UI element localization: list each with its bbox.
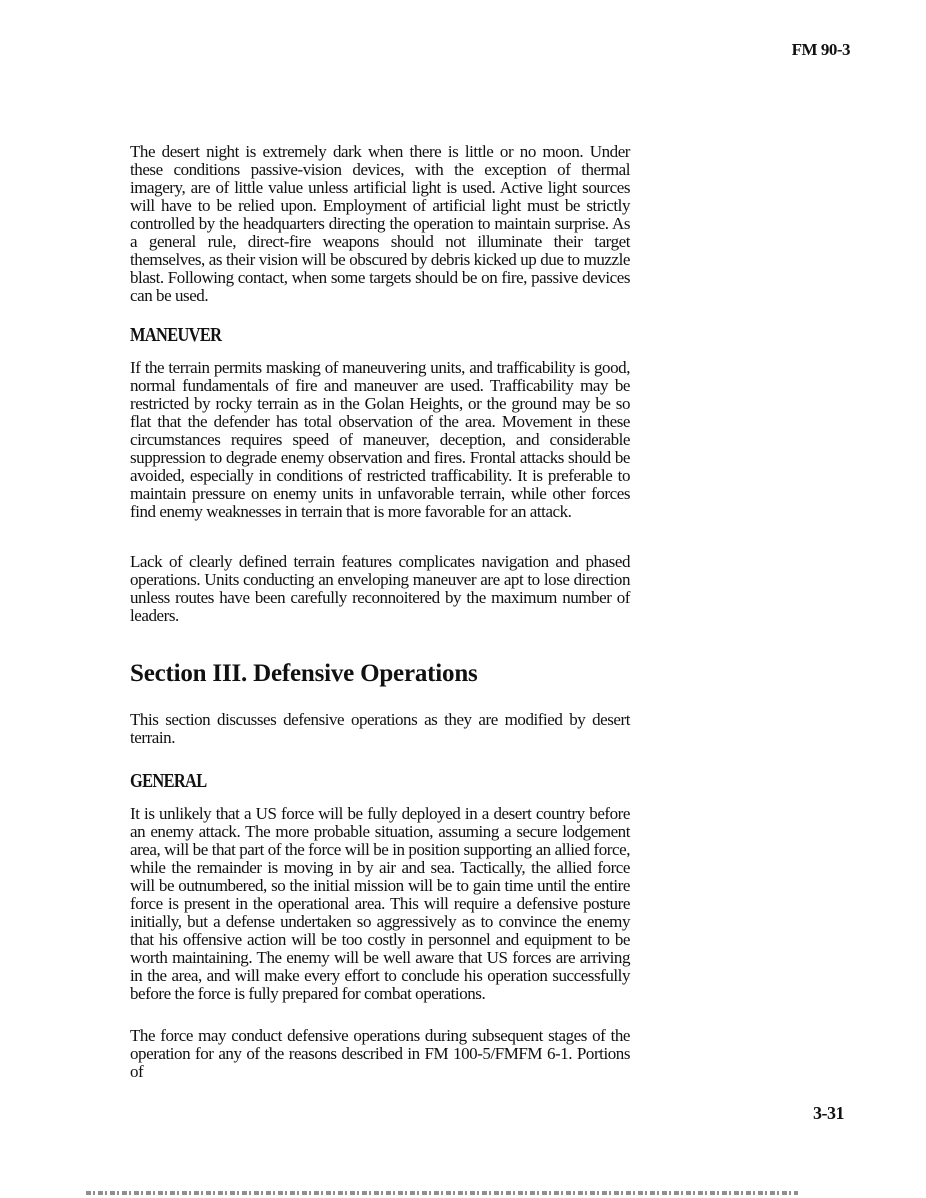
maneuver-paragraph-2: Lack of clearly defined terrain features complicates navigation and phased operations. Units conducting an enveloping maneuver are apt to lose direction unless routes have been carefully reconnoitered by the maximum number of leaders. bbox=[130, 552, 630, 625]
page-number: 3-31 bbox=[813, 1103, 844, 1123]
maneuver-heading: MANEUVER bbox=[130, 324, 222, 346]
general-paragraph-1: It is unlikely that a US force will be fully deployed in a desert country before an enemy attack. The more probable situation, assuming a secure lodgement area, will be that part of the force will be in position supporting an allied force, while the remainder is moving in by air and sea. Tactically, the allied force will be outnumbered, so the initial mission will be to gain time until the entire force is present in the operational area. This will require a defensive posture initially, but a defense undertaken so aggressively as to convince the enemy that his offensive action will be too costly in personnel and equipment to be worth maintaining. The enemy will be well aware that US forces are arriving in the area, and will make every effort to conclude his operation successfully before the force is fully prepared for combat operations. bbox=[130, 804, 630, 1003]
section-intro-paragraph: This section discusses defensive operations as they are modified by desert terrain. bbox=[130, 710, 630, 747]
scan-artifact-strip bbox=[86, 1191, 798, 1195]
maneuver-paragraph-1: If the terrain permits masking of maneuvering units, and trafficability is good, normal fundamentals of fire and maneuver are used. Trafficability may be restricted by rocky terrain as in the Golan Heights, or the ground may be so flat that the defender has total observation of the area. Movement in these circumstances requires speed of maneuver, deception, and considerable suppression to degrade enemy observation and fires. Frontal attacks should be avoided, especially in conditions of restricted trafficability. It is preferable to maintain pressure on enemy units in unfavorable terrain, while other forces find enemy weaknesses in terrain that is more favorable for an attack. bbox=[130, 358, 630, 521]
section-title: Section III. Defensive Operations bbox=[130, 660, 478, 687]
general-paragraph-2: The force may conduct defensive operations during subsequent stages of the operation for any of the reasons described in FM 100-5/FMFM 6-1. Portions of bbox=[130, 1026, 630, 1081]
manual-id-header: FM 90-3 bbox=[791, 40, 850, 59]
intro-paragraph: The desert night is extremely dark when there is little or no moon. Under these conditions passive-vision devices, with the exception of thermal imagery, are of little value unless artificial light is used. Active light sources will have to be relied upon. Employment of artificial light must be strictly controlled by the headquarters directing the operation to maintain surprise. As a general rule, direct-fire weapons should not illuminate their target themselves, as their vision will be obscured by debris kicked up due to muzzle blast. Following contact, when some targets should be on fire, passive devices can be used. bbox=[130, 142, 630, 305]
general-heading: GENERAL bbox=[130, 770, 207, 792]
